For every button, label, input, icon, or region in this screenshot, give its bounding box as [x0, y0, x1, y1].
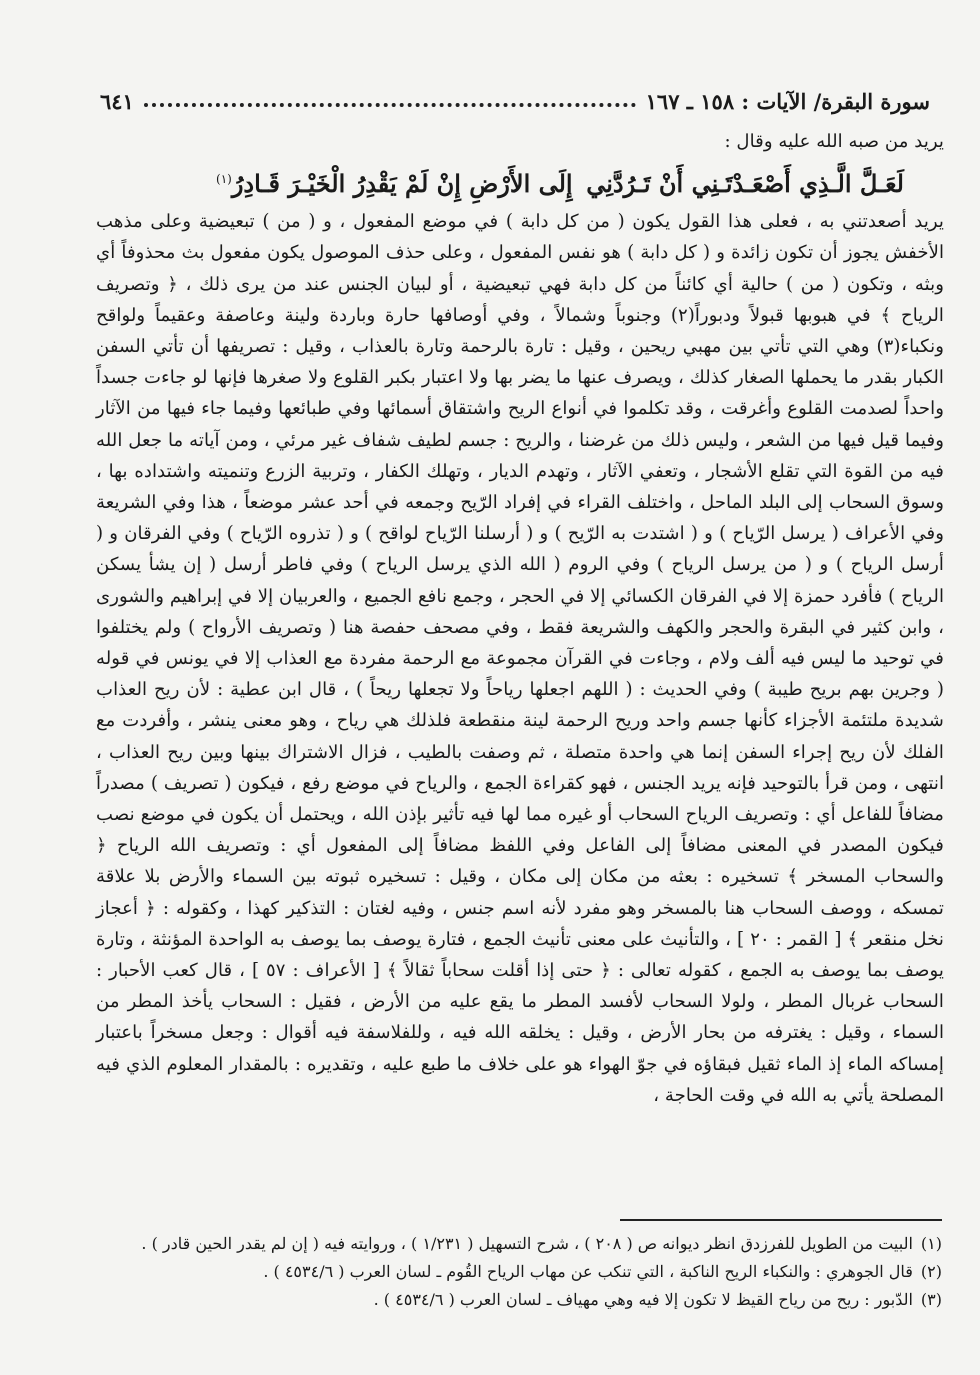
running-header — [100, 86, 930, 116]
footnote-number: (٢) — [920, 1262, 942, 1281]
footnote-number: (٣) — [920, 1290, 942, 1309]
footnote-1 — [100, 1230, 942, 1258]
verse-hemistich-left — [216, 159, 573, 204]
body-paragraph: يريد أصعدتني به ، فعلى هذا القول يكون ( من كل دابة ) في موضع المفعول ، و ( من ) تبعيضية وعلى مذهب الأخفش يجوز أن تكون زائدة و ( كل دابة ) هو نفس المفعول ، وعلى حذف الموصول يكون مفعول بث محذوفاً أي وبثه ، وتكون ( من ) حالية أي كائناً من كل دابة فهي تبعيضية ، أو لبيان الجنس عند من يرى ذلك ، ﴿ وتصريف الرياح ﴾ في هبوبها قبولاً ودبوراً(٢) وجنوباً وشمالاً ، وفي أوصافها حارة وباردة ولينة وعاصفة وعقيماً ولواقح ونكباء(٣) وهي التي تأتي بين مهبي ريحين ، وقيل : تارة بالرحمة وتارة بالعذاب ، وقيل : تصريفها أن تأتي السفن الكبار بقدر ما يحملها الصغار كذلك ، ويصرف عنها ما يضر بها ولا اعتبار بكبر القلوع ولا صغرها فإنها لو جاءت جسداً واحداً لصدمت القلوع وأغرقت ، وقد تكلموا في أنواع الريح واشتقاق أسمائها وفي طبائعها وفيما جاء فيها من الآثار وفيما قيل فيها من الشعر ، وليس ذلك من غرضنا ، والريح : جسم لطيف شفاف غير مرئي ، ومن آياته ما جعل الله فيه من القوة التي تقلع الأشجار ، وتعفي الآثار ، وتهدم الديار ، وتهلك الكفار ، وتربية الزرع وتنميته واشتداده بها ، وسوق السحاب إلى البلد الماحل ، واختلف القراء في إفراد الرّيح وجمعه في أحد عشر موضعاً ، هذا وفي الشريعة وفي الأعراف ( يرسل الرّياح ) و ( اشتدت به الرّيح ) و ( أرسلنا الرّياح لواقح ) و ( تذروه الرّياح ) وفي الفرقان و ( أرسل الرياح ) و ( من يرسل الرياح ) وفي الروم ( الله الذي يرسل الرياح ) وفي فاطر أرسل ( إن يشأ يسكن الرياح ) فأفرد حمزة إلا في الفرقان الكسائي إلا في الحجر ، وجمع نافع الجميع ، والعربيان إلا في إبراهيم والشورى ، وابن كثير في البقرة والحجر والكهف والشريعة فقط ، وفي مصحف حفصة هنا ( وتصريف الأرواح ) ولم يختلفوا في توحيد ما ليس فيه ألف ولام ، وجاءت في القرآن مجموعة مع الرحمة مفردة مع العذاب إلا في يونس في قوله ( وجرين بهم بريح طيبة ) وفي الحديث : ( اللهم اجعلها رياحاً ولا تجعلها ريحاً ) ، قال ابن عطية : لأن ريح العذاب شديدة ملتئمة الأجزاء كأنها جسم واحد وريح الرحمة لينة منقطعة فلذلك هي رياح ، وهو معنى ينشر ، وأفردت مع الفلك لأن ريح إجراء السفن إنما هي واحدة متصلة ، ثم وصفت بالطيب ، فزال الاشتراك بينها وبين ريح العذاب ، انتهى ، ومن قرأ بالتوحيد فإنه يريد الجنس ، فهو كقراءة الجمع ، والرياح في موضع رفع ، فيكون ( تصريف ) مصدراً مضافاً للفاعل أي : وتصريف الرياح السحاب أو غيره مما لها فيه تأثير بإذن الله ، ويحتمل أن يكون في موضع نصب فيكون المصدر في المعنى مضافاً إلى الفاعل وفي اللفظ مضافاً إلى المفعول أي : وتصريف الله الرياح ﴿ والسحاب المسخر ﴾ تسخيره : بعثه من مكان إلى مكان ، وقيل : تسخيره ثبوته بين السماء والأرض بلا علاقة تمسكه ، ووصف السحاب هنا بالمسخر وهو مفرد لأنه اسم جنس ، وفيه لغتان : التذكير كهذا ، وكقوله : ﴿ أعجاز نخل منقعر ﴾ [ القمر : ٢٠ ] ، والتأنيث على معنى تأنيث الجمع ، فتارة يوصف بما يوصف به الواحدة المؤنثة ، وتارة يوصف بما يوصف به الجمع ، كقوله تعالى : ﴿ حتى إذا أقلت سحاباً ثقالاً ﴾ [ الأعراف : ٥٧ ] ، قال كعب الأحبار : السحاب غربال المطر ، ولولا السحاب لأفسد المطر ما يقع عليه من الأرض ، فقيل : السحاب يأخذ المطر من السماء ، وقيل : يغترفه من بحار الأرض ، وقيل : يخلقه الله فيه ، وللفلاسفة فيه أقوال : وجعل مسخراً باعتبار إمساكه الماء إذ الماء ثقيل فبقاؤه في جوّ الهواء هو على خلاف ما طبع عليه ، وتقديره : بالمقدار المعلوم الذي فيه المصلحة يأتي به الله في وقت الحاجة ، — [96, 211, 944, 1106]
intro-line: يريد من صبه الله عليه وقال : — [724, 131, 944, 152]
footnote-separator — [620, 1219, 942, 1221]
footnote-number: (١) — [920, 1234, 942, 1253]
footnote-ref: (١) — [216, 172, 232, 187]
footnote-2 — [100, 1258, 942, 1286]
page-number: ٦٤١ — [100, 88, 134, 114]
footnote-text: قال الجوهري : والنكباء الريح الناكبة ، التي تنكب عن مهاب الرياح القُوم ـ لسان العرب ( ٤٥٣٤/٦ ) . — [263, 1262, 913, 1281]
footnote-text: الدّبور : ريح من رياح القيظ لا تكون إلا فيه وهي مهياف ـ لسان العرب ( ٤٥٣٤/٦ ) . — [373, 1290, 913, 1309]
footnote-3 — [100, 1286, 942, 1314]
footnotes — [100, 1230, 942, 1314]
header-dotted-leader — [144, 103, 636, 107]
footnote-text: البيت من الطويل للفرزدق انظر ديوانه ص ( ٢٠٨ ) ، شرح التسهيل ( ١/٢٣١ ) ، وروايته فيه ( إن لم يقدر الحين قادر ) . — [141, 1234, 913, 1253]
verse-hemistich-right: لَعَـلَّ الَّـذِي أَصْعَـدْتَـنِي أَنْ تَـرُدَّنِي — [586, 169, 904, 199]
poetry-verse — [96, 159, 944, 204]
verse-hemistich-left-text: إِلَى الأَرْضِ إِنْ لَمْ يَقْدِرُ الْخَيْـرَ قَـادِرُ — [231, 169, 573, 199]
surah-title: سورة البقرة/ الآيات : ١٥٨ ـ ١٦٧ — [645, 88, 930, 114]
main-text — [96, 126, 944, 1111]
